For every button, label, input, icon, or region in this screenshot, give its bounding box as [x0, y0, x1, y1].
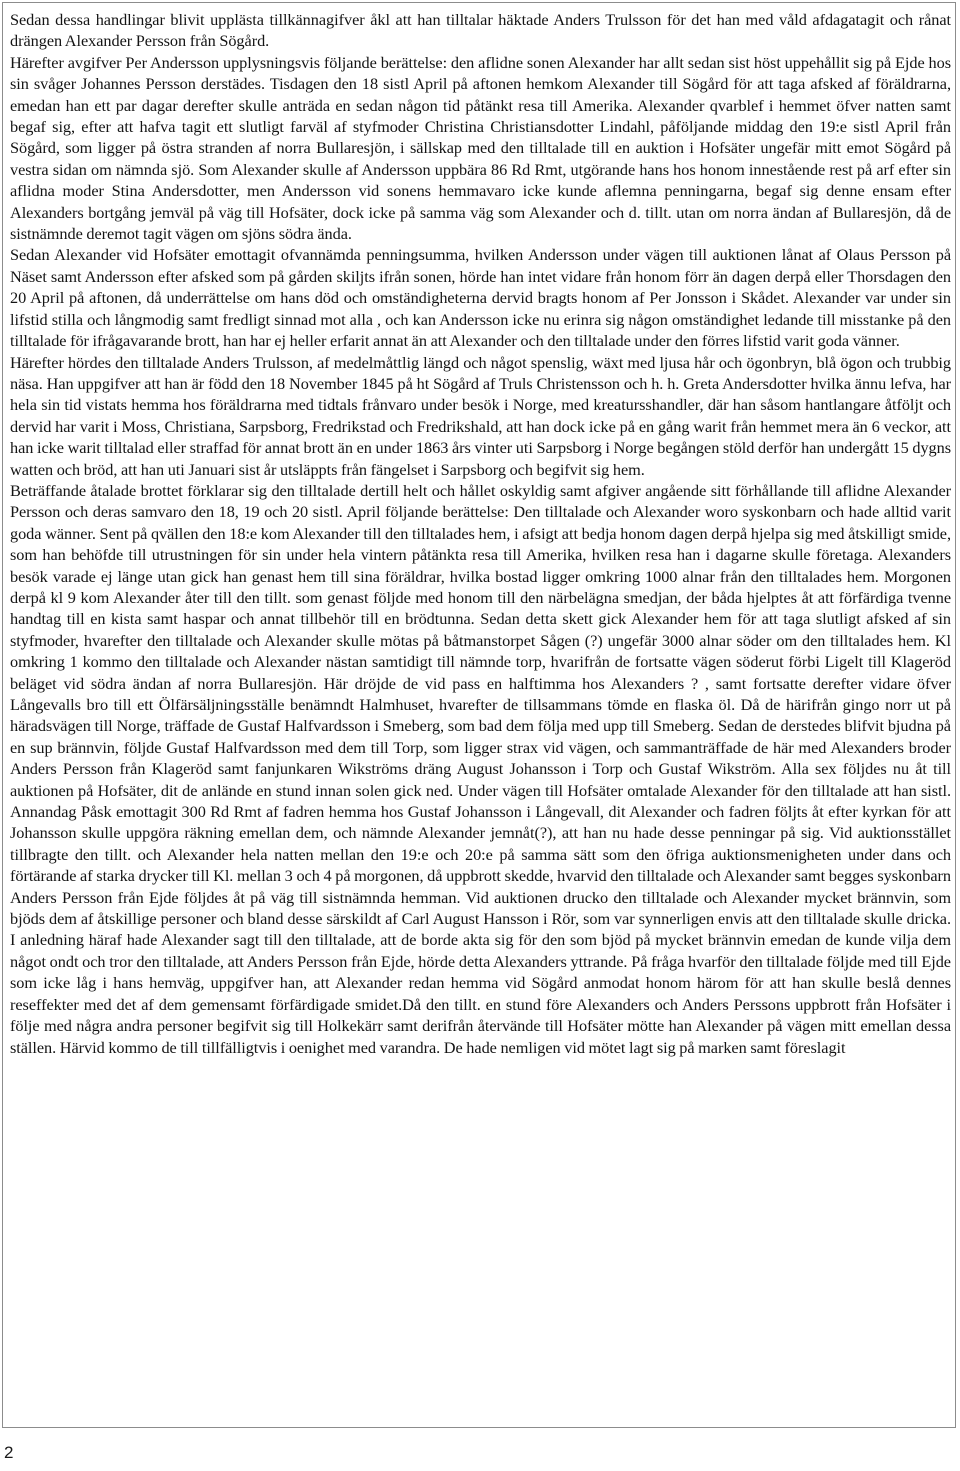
paragraph-accused-description: Härefter hördes den tilltalade Anders Trulsson, af medelmåttlig längd och något spenslig, wäxt med ljusa hår och ögonbryn, blå ögon och trubbig näsa. Han uppgifver att han är född den 18 November 1845 på ht Sögård af Truls Christensson och h. h. Greta Andersdotter hvilka ännu lefva, har hela sin tid vistats hemma hos föräldrarna med tidtals frånvaro under besök i Norge, med kreatursshandler, där han såsom hantlangare åtföljt och dervid har varit i Moss, Christiana, Sarpsborg, Fredrikstad och Fredrikshald, att han dock icke på en gång warit från hemmet mera än 6 veckor, att han icke warit tilltalad eller straffad för annat brott än en under 1863 års vinter uti Sarpsborg i Norge begången stöld derför han undergått 15 dygns watten och bröd, att han uti Januari sist år utsläppts från fängelset i Sarpsborg och begifvit sig hem. [10, 352, 951, 479]
paragraph-father-testimony: Härefter avgifver Per Andersson upplysningsvis följande berättelse: den aflidne sonen Alexander har allt sedan sist höst uppehållit sig på Ejde hos sin svåger Johannes Persson derstädes. Tisdagen den 18 sistl April på aftonen hemkom Alexander till Sögård för att taga afsked af föräldrarna, emedan han ett par dagar derefter skulle anträda en sedan någon tid påtänkt resa till Amerika. Alexander qvarblef i hemmet öfver natten samt begaf sig, efter att hafva tagit ett slutligt farväl af styfmoder Christina Christiansdotter Lindahl, påföljande middag den 19:e sistl April från Sögård, som ligger på östra stranden af norra Bullaresjön, i sällskap med den tilltalade till en auktion i Hofsäter ungefär mitt emot Sögård på vestra sidan om nämnda sjö. Som Alexander skulle af Andersson uppbära 86 Rd Rmt, utgörande hans hos honom innestående rest på arf efter sin aflidna moder Stina Andersdotter, men Andersson vid sonens hemmavaro icke kunde aflemna penningarna, begaf sig denne ensam efter Alexanders bortgång jemväl på väg till Hofsäter, dock icke på samma väg som Alexander och d. tillt. utan om norra ändan af Bullaresjön, då de sistnämnde deremot tagit vägen om sjöns södra ända. [10, 52, 951, 244]
paragraph-charge: Sedan dessa handlingar blivit upplästa tillkännagifver åkl att han tilltalar häktade Anders Trulsson för det han med våld afdagatagit och rånat drängen Alexander Persson från Sögård. [10, 10, 951, 51]
document-body [10, 9, 951, 1058]
page-frame [2, 2, 956, 1428]
page-number: 2 [4, 1443, 14, 1462]
paragraph-accused-account: Beträffande åtalade brottet förklarar sig den tilltalade dertill helt och hållet oskyldig samt afgiver angående sitt förhållande till aflidne Alexander Persson och deras samvaro den 18, 19 och 20 sistl. April följande berättelse: Den tilltalade och Alexander woro syskonbarn och hade alltid varit goda wänner. Sent på qvällen den 18:e kom Alexander till den tilltalades hem, i afsigt att bedja honom dagen derpå hjelpa sig med åtskilligt smide, som han behöfde till utrustningen för sin under hela vintern påtänkta resa till Amerika, hvilken resa han i dagarne skulle företaga. Alexanders besök varade ej länge utan gick han genast hem till sina föräldrar, hvilka bostad ligger omkring 1000 alnar från den tilltalades hem. Morgonen derpå kl 9 kom Alexander åter till den tillt. som genast följde med honom till den närbelägna smedjan, der båda hjelptes åt att förfärdiga tvenne handtag till en kista samt haspar och annat tillbehör till en brödtunna. Sedan detta skett gick Alexander hem för att taga slutligt afsked af sin styfmoder, hvarefter den tilltalade och Alexander skulle mötas på båtmanstorpet Sågen (?) ungefär 3000 alnar söder om den tilltalades hem. Kl omkring 1 kommo den tilltalade och Alexander nästan samtidigt till nämnde torp, hvarifrån de fortsatte vägen söderut förbi Ligelt till Klageröd beläget vid södra ändan af norra Bullaresjön. Här dröjde de vid pass en halftimma hos Alexanders ? , samt fortsatte derefter vidare öfver Långevalls bro till ett Ölfärsäljningsställe benämndt Halmhuset, hvarefter de tillsammans tömde en flaska öl. Då de härifrån gingo norr ut på häradsvägen till Norge, träffade de Gustaf Halfvardsson i Smeberg, som bad dem följa med upp till Smeberg. Sedan de derstedes blifvit bjudna på en sup brännvin, följde Gustaf Halfvardsson med dem till Torp, som ligger strax vid vägen, och sammanträffade de här med Alexanders broder Anders Persson från Klageröd samt fanjunkaren Wikströms dräng August Johansson i Torp och Gustaf Wikström. Alla sex följdes nu åt till auktionen på Hofsäter, dit de anlände en stund innan solen gick ned. Under vägen till Hofsäter omtalade Alexander för den tilltalade att han sistl. Annandag Påsk emottagit 300 Rd Rmt af fadren hemma hos Gustaf Johansson i Långevall, dit Alexander och fadren följts åt efter kyrkan för att Johansson skulle uppgöra räkning emellan dem, och nämnde Alexander jemnåt(?), att han nu hade desse penningar på sig. Vid auktionsstället tillbragte den tillt. och Alexander hela natten mellan den 19:e och 20:e på samma sätt som den öfriga auktionsmenigheten under dans och förtärande af starka drycker till Kl. mellan 3 och 4 på morgonen, då uppbrott skedde, hvarvid den tilltalade och Alexander samt begges syskonbarn Anders Persson från Ejde följdes åt på väg till sistnämnda hemman. Vid auktionen drucko den tilltalade och Alexander mycket brännvin, som bjöds dem af åtskillige personer och bland desse särskildt af Carl August Hansson i Rör, som var synnerligen envis att den tilltalade skulle dricka. I anledning häraf hade Alexander sagt till den tilltalade, att de borde akta sig för den som bjöd på mycket brännvin emedan de kunde vilja dem något ondt och tror den tilltalade, att Anders Persson från Ejde, hörde detta Alexanders yttrande. På fråga hvarför den tilltalade följde med till Ejde som icke låg i hans hemväg, uppgifver han, att Alexander redan hemma vid Sögård anmodat honom härom för att han skulle beslå dennes reseffekter med det af dem gemensamt förfärdigade smidet.Då den tillt. en stund före Alexanders och Anders Perssons uppbrott från Hofsäter i följe med några andra personer begifvit sig till Holkekärr samt derifrån återvände till Hofsäter mötte han Alexander på vägen mitt emellan dessa ställen. Härvid kommo de till tillfälligtvis i oenighet med varandra. De hade nemligen vid mötet lagt sig på marken samt föreslagit [10, 480, 951, 1057]
paragraph-auction-payment: Sedan Alexander vid Hofsäter emottagit ofvannämda penningsumma, hvilken Andersson under vägen till auktionen lånat af Olaus Persson på Näset samt Andersson efter afsked som på gården skiljts ifrån sonen, hörde han intet vidare från honom förr än dagen derpå eller Thorsdagen den 20 April på aftonen, då underrättelse om hans död och omständigheterna dervid bragts honom af Per Jonsson i Skådet. Alexander var under sin lifstid stilla och långmodig samt fredligt sinnad mot alla , och kan Andersson icke nu erinra sig någon omständighet ledande till misstanke på den tilltalade för ifrågavarande brott, han har ej heller erfarit annat än att Alexander och den tilltalade under den förres lifstid varit goda vänner. [10, 245, 951, 351]
